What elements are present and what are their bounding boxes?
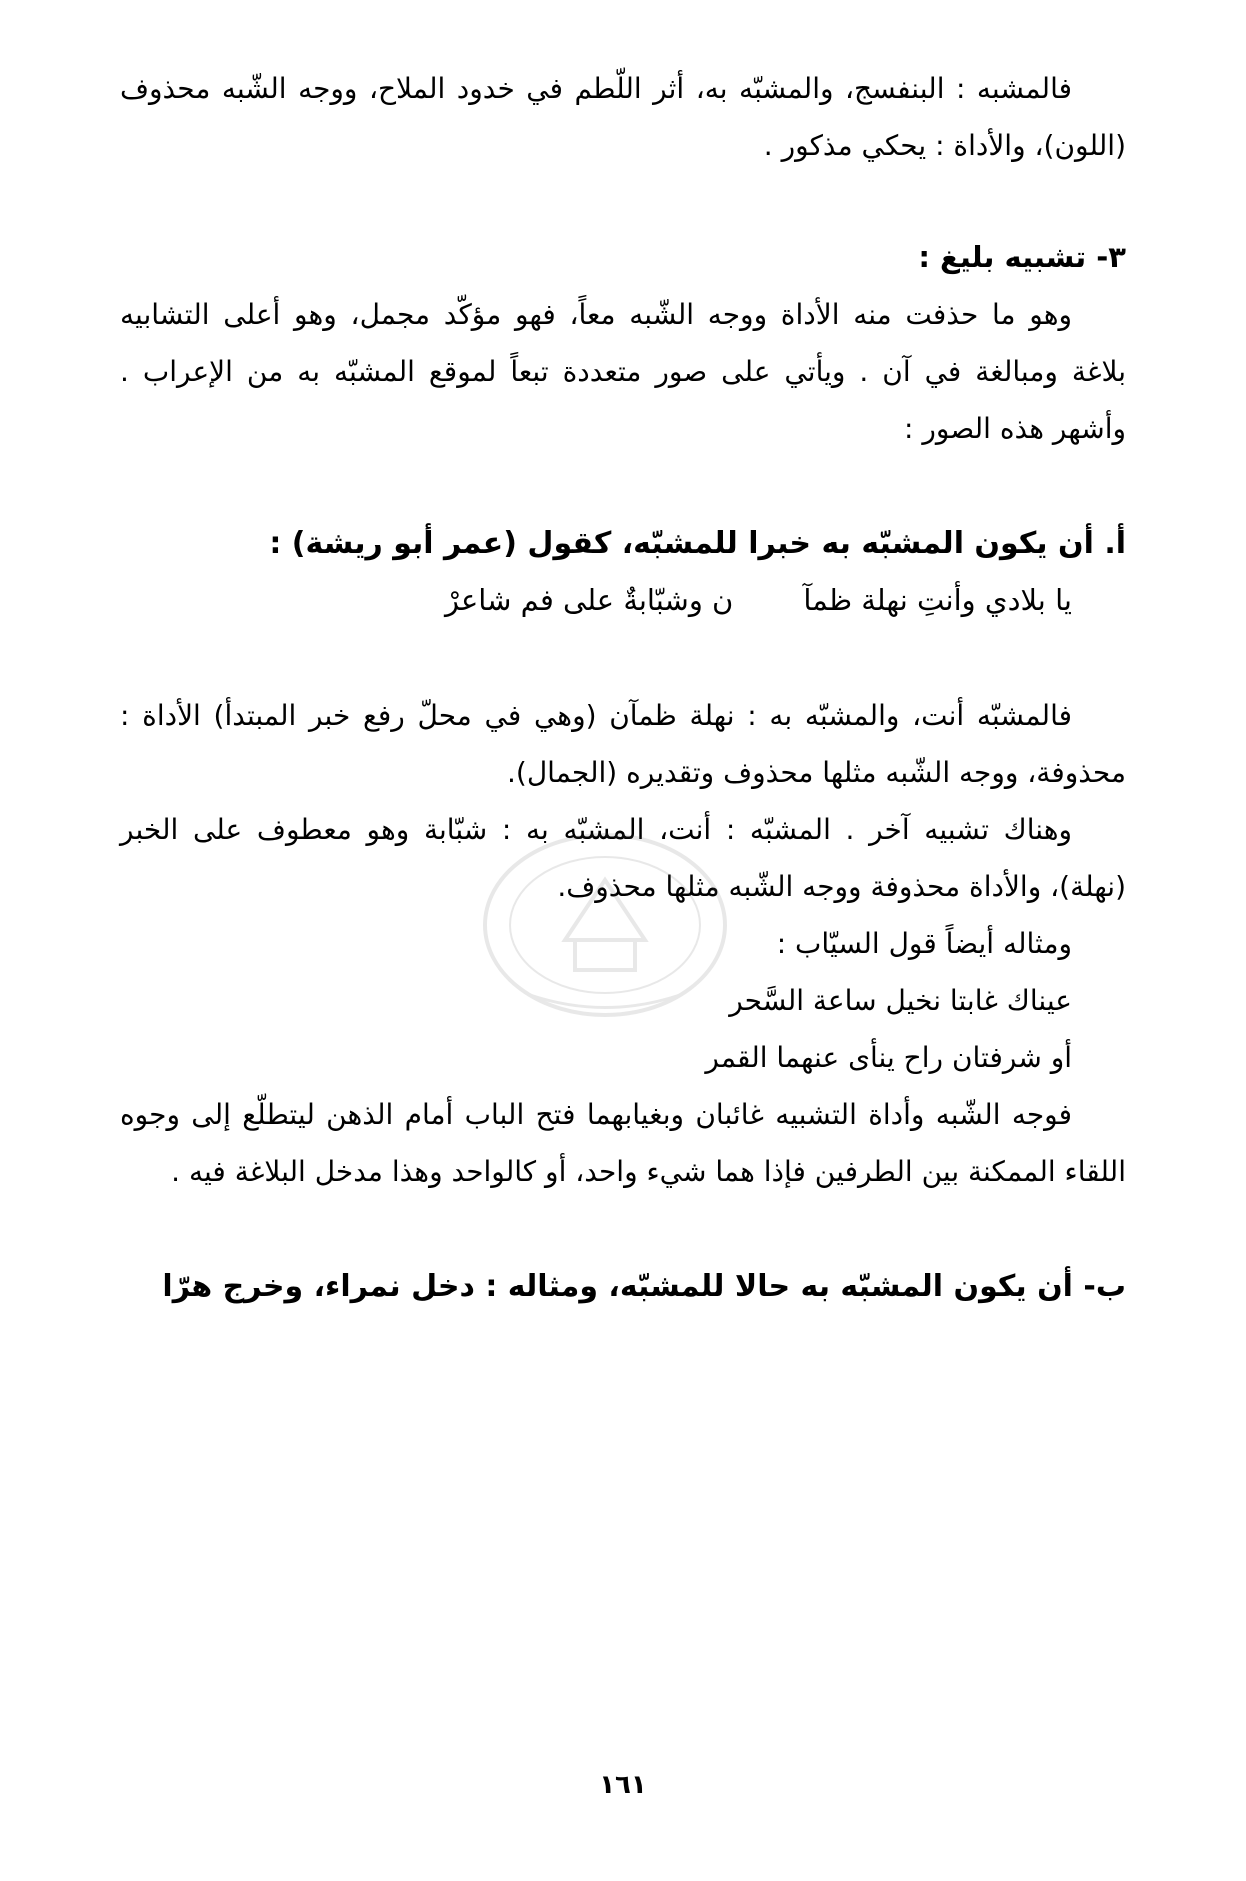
poem-line-1: عيناك غابتا نخيل ساعة السَّحر — [729, 984, 1072, 1017]
paragraph-violet-example: فالمشبه : البنفسج، والمشبّه به، أثر اللّطم في خدود الملاح، ووجه الشّبه محذوف (اللون)، والأداة : يحكي مذكور . — [120, 72, 1126, 162]
section-heading-baligh: ٣- تشبيه بليغ : — [918, 240, 1126, 274]
page-number: ١٦١ — [599, 1770, 647, 1800]
verse-first-hemistich: يا بلادي وأنتِ نهلة ظمآ — [803, 583, 1072, 617]
paragraph-sayyab-intro: ومثاله أيضاً قول السيّاب : — [776, 927, 1072, 960]
paragraph-explanation-1: فالمشبّه أنت، والمشبّه به : نهلة ظمآن (وهي في محلّ رفع خبر المبتدأ) الأداة : محذوفة، ووجه الشّبه مثلها محذوف وتقديره (الجمال). — [120, 699, 1126, 789]
subheading-b: ب- أن يكون المشبّه به حالا للمشبّه، ومثاله : دخل نمراء، وخرج هرّا — [162, 1269, 1126, 1304]
verse-umar-abu-risha — [120, 572, 1072, 629]
verse-second-hemistich: ن وشبّابةٌ على فم شاعرْ — [444, 583, 734, 617]
document-body — [120, 60, 1126, 1315]
paragraph-explanation-2: وهناك تشبيه آخر . المشبّه : أنت، المشبّه به : شبّابة وهو معطوف على الخبر (نهلة)، والأداة محذوفة ووجه الشّبه مثلها محذوف. — [120, 813, 1126, 903]
paragraph-explanation-3: فوجه الشّبه وأداة التشبيه غائبان وبغيابهما فتح الباب أمام الذهن ليتطلّع إلى وجوه اللقاء الممكنة بين الطرفين فإذا هما شيء واحد، أو كالواحد وهذا مدخل البلاغة فيه . — [120, 1098, 1126, 1188]
paragraph-baligh-definition: وهو ما حذفت منه الأداة ووجه الشّبه معاً، فهو مؤكّد مجمل، وهو أعلى التشابيه بلاغة ومبالغة في آن . ويأتي على صور متعددة تبعاً لموقع المشبّه به من الإعراب . وأشهر هذه الصور : — [120, 298, 1126, 445]
subheading-a: أ. أن يكون المشبّه به خبرا للمشبّه، كقول (عمر أبو ريشة) : — [269, 526, 1126, 561]
poem-line-2: أو شرفتان راح ينأى عنهما القمر — [705, 1041, 1072, 1074]
